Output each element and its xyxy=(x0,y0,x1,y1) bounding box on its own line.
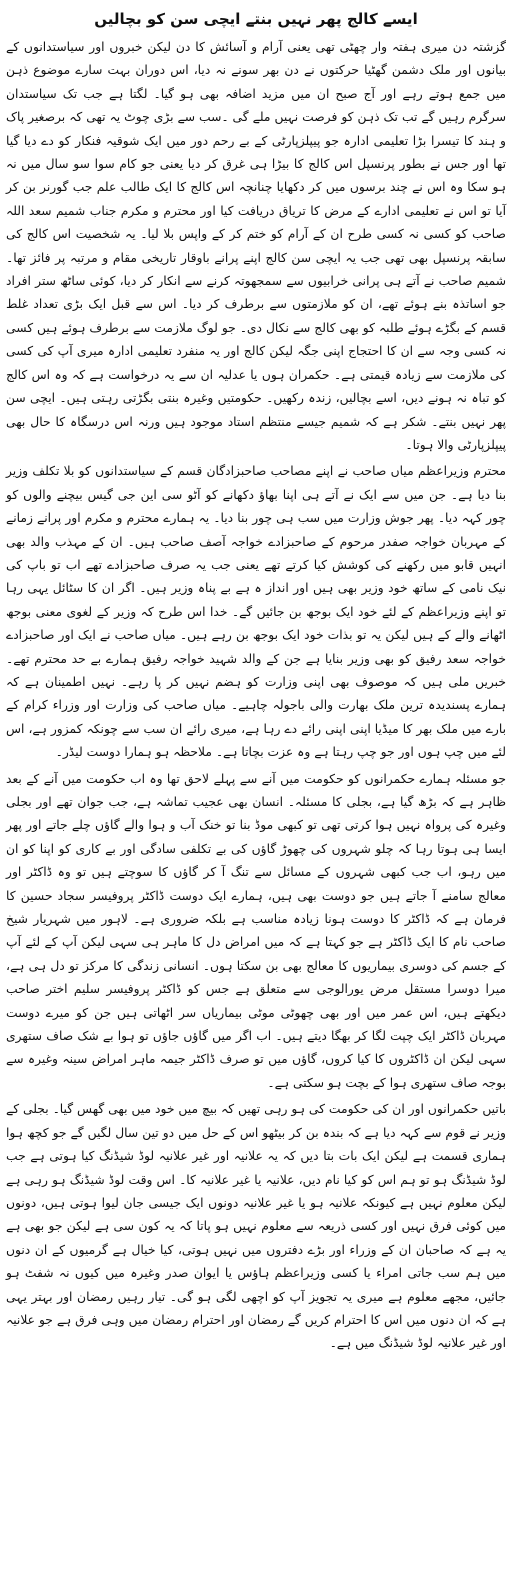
paragraph-load-shedding: باتیں حکمرانوں اور ان کی حکومت کی ہو رہی تھیں کہ بیچ میں خود میں بھی گھس گیا۔ بجلی کے وزیر نے قوم سے کہہ دیا ہے کہ بندہ بن کر بیٹھو اس کے حل میں دو تین سال لگیں گے جو کچھ ہوا ہماری قسمت ہے لیکن ایک بات بتا دیں کہ یہ علانیہ اور غیر علانیہ لوڈ شیڈنگ کیا ہوتی ہے جب لوڈ شیڈنگ ہو تو ہم اس کو کیا نام دیں، علانیہ یا غیر علانیہ کا۔ اس وقت لوڈ شیڈنگ ہو رہی ہے لیکن معلوم نہیں ہے کیونکہ علانیہ ہو یا غیر علانیہ دونوں ایک جیسی جان لیوا ہوتی ہیں، دونوں میں کوئی فرق نہیں اور کسی ذریعہ سے معلوم نہیں ہو پاتا کہ یہ کون سی ہے لیکن جو بھی ہے یہ ہے کہ صاحبان ان کے وزراء اور بڑے دفتروں میں نہیں ہوتی، کیا خیال ہے گرمیوں کے ان دنوں میں ہم سب جاتی امراء یا کسی وزیراعظم ہاؤس یا ایوان صدر وغیرہ میں کیوں نہ شفٹ ہو جائیں، مجھے معلوم ہے میری یہ تجویز آپ کو اچھی لگی ہو گی۔ تیار رہیں رمضان اور بہتر یہی ہے کہ ان دنوں میں اس کا احترام کریں گے رمضان اور احترام رمضان میں وہی فرق ہے جو علانیہ اور غیر علانیہ لوڈ شیڈنگ میں ہے۔ xyxy=(6,1102,506,1351)
column-title: ایسے کالج پھر نہیں بنتے ایچی سن کو بچالیں xyxy=(94,10,418,28)
paragraph-aitchison-college: گزشتہ دن میری ہفتہ وار چھٹی تھی یعنی آرام و آسائش کا دن لیکن خبروں اور سیاستدانوں کے بیانوں اور ملک دشمن گھٹیا حرکتوں نے دن بھر سونے نہ دیا، اس دوران بہت سارے موضوع ذہن میں جمع ہوتے رہے اور آج صبح ان میں مزید اضافہ بھی ہو گیا۔ لگتا ہے جب تک سیاستدان سرگرم رہیں گے تب تک ذہن کو فرصت نہیں ملے گی ۔سب سے بڑی چوٹ یہ تھی کہ برصغیر پاک و ہند کا تیسرا بڑا تعلیمی ادارہ جو پیپلزپارٹی کے بے رحم دور میں ایک شوقیہ فنکار کو دے دیا گیا تھا اور جس نے بطور پرنسپل اس کالج کا بیڑا ہی غرق کر دیا یعنی جو کام سوا سو سال میں نہ ہو سکا وہ اس نے چند برسوں میں کر دکھایا چنانچہ اس کالج کا ایک طالب علم جب گورنر بن کر آیا تو اس نے تعلیمی ادارے کے مرض کا تریاق دریافت کیا اور محترم و مکرم جناب شمیم سعد اللہ صاحب کو کسی نہ کسی طرح ان کے آرام کو ختم کر کے واپس بلا لیا۔ یہ شخصیت اس کالج کی سابقہ پرنسپل بھی تھی جب یہ ایچی سن کالج اپنے پرانے باوقار تاریخی مقام و مرتبہ پر فائز تھا۔ شمیم صاحب نے آتے ہی پرانی خرابیوں سے سمجھوتہ کرنے سے انکار کر دیا، کوئی ساٹھ ستر افراد جو اساتذہ بنے ہوئے تھے، ان کو ملازمتوں سے برطرف کر دیا۔ اس سے قبل ایک بڑی تعداد غلط قسم کے بگڑے ہوئے طلبہ کو بھی کالج سے نکال دی۔ جو لوگ ملازمت سے برطرف ہوئے ہیں کسی نہ کسی وجہ سے ان کا احتجاج اپنی جگہ لیکن کالج اور یہ منفرد تعلیمی ادارہ میری آپ کی کسی کی ملازمت سے زیادہ قیمتی ہے۔ حکمران ہوں یا عدلیہ ان سے یہ درخواست ہے کہ وہ اس کالج کو تباہ نہ ہونے دیں، اسے بچالیں، زندہ رکھیں۔ حکومتیں وغیرہ بنتی بگڑتی رہتی ہیں۔ ایچی سن پھر نہیں بنتے۔ شکر ہے کہ شمیم جیسے منتظم استاد موجود ہیں ورنہ اس درسگاہ کا حال بھی پیپلزپارٹی والا ہوتا۔ xyxy=(6,40,506,452)
paragraph-ministers: محترم وزیراعظم میاں صاحب نے اپنے مصاحب صاحبزادگان قسم کے سیاستدانوں کو بلا تکلف وزیر بنا دیا ہے۔ جن میں سے ایک نے آتے ہی اپنا بھاؤ دکھانے کو آٹو سی این جی گیس بیچنے والوں کو چور کہہ دیا۔ پھر جوش وزارت میں سب ہی چور بنا دیا۔ یہ ہمارے محترم و مکرم اور پرانے زمانے کے مہربان خواجہ صفدر مرحوم کے صاحبزادے خواجہ آصف صاحب ہیں۔ ان کے مہذب والد بھی انہیں قابو میں رکھنے کی کوشش کیا کرتے تھے یعنی جب یہ صرف صاحبزادے تھے اب تو باپ کی نیک نامی کے ساتھ خود وزیر بھی ہیں اور انداز ہ ہے بے پناہ وزیر ہیں۔ اگر ان کا سٹائل یہی رہا تو اپنے وزیراعظم کے لئے خود ایک بوجھ بن جائیں گے۔ خدا اس طرح کہ وزیر کے لغوی معنی بوجھ اٹھانے والے کے ہیں لیکن یہ تو بذات خود ایک بوجھ بن رہے ہیں۔ میاں صاحب نے ایک اور صاحبزادے خواجہ سعد رفیق کو بھی وزیر بنایا ہے جن کے والد شہید خواجہ رفیق ہمارے بے حد محترم تھے۔ خبریں ملی ہیں کہ موصوف بھی اپنی وزارت کو ہضم نہیں کر پا رہے۔ نہیں اطمینان ہے کہ ہمارے پسندیدہ ترین ملک بھارت والی باجولہ چاہیے۔ میاں صاحب کی وزارت اور وزراء کرام کے بارے میں ملک بھر کا میڈیا اپنی اپنی رائے دے رہا ہے، میری رائے ان سب سے چونکہ کمزور ہے، اس لئے میں چپ ہوں اور جو چپ رہتا ہے وہ عزت بچاتا ہے۔ ملاحظہ ہو ہمارا دوست لیڈر۔ xyxy=(6,464,506,760)
paragraph-electricity-doctors: جو مسئلہ ہمارے حکمرانوں کو حکومت میں آنے سے پہلے لاحق تھا وہ اب حکومت میں آنے کے بعد ظاہر ہے کہ بڑھ گیا ہے، بجلی کا مسئلہ۔ انسان بھی عجیب تماشہ ہے، جب جوان تھے اور بجلی وغیرہ کی پرواہ نہیں ہوا کرتی تھی تو کبھی موڈ بنا تو خنک آب و ہوا والے گاؤں چلے جاتے اور پھر ایسا ہی ہوتا رہا کہ چلو شہروں کی چھوڑ گاؤں کی بے تکلفی سادگی اور بے کاری کو اپنا کو ان میں رہو، اب جب کبھی شہروں کے مسائل سے تنگ آ کر گاؤں کا سوچتے ہیں تو وہ ڈاکٹر اور معالج سامنے آ جاتے ہیں جو دوست بھی ہیں، ہمارے ایک دوست ڈاکٹر پروفیسر سجاد حسین کا فرمان ہے کہ ڈاکٹر کا دوست ہونا زیادہ مناسب ہے بلکہ ضروری ہے۔ لاہور میں شہریار شیخ صاحب نام کا ایک ڈاکٹر ہے جو کہتا ہے کہ میں امراض دل کا ماہر ہی سہی لیکن آپ کے لئے آپ کے جسم کی دوسری بیماریوں کا معالج بھی بن سکتا ہوں۔ انسانی زندگی کا مرکز تو دل ہی ہے، میرا دوسرا مستقل مرض یورالوجی سے متعلق ہے جس کو ڈاکٹر پروفیسر سلیم اختر صاحب دیکھتے ہیں، اس عمر میں اور بھی چھوٹی موٹی بیماریاں سر اٹھاتی ہیں جن کو میرے دوست مہربان ڈاکٹر ایک چپت لگا کر بھگا دیتے ہیں۔ اب اگر میں گاؤں جاؤں تو ہوا بے شک صاف ستھری سہی لیکن ان ڈاکٹروں کا کیا کروں، گاؤں میں تو صرف ڈاکٹر جیمہ ماہر امراض سینہ وغیرہ سے بوجہ صاف ستھری ہوا کے بچت ہو سکتی ہے۔ xyxy=(6,771,506,1090)
